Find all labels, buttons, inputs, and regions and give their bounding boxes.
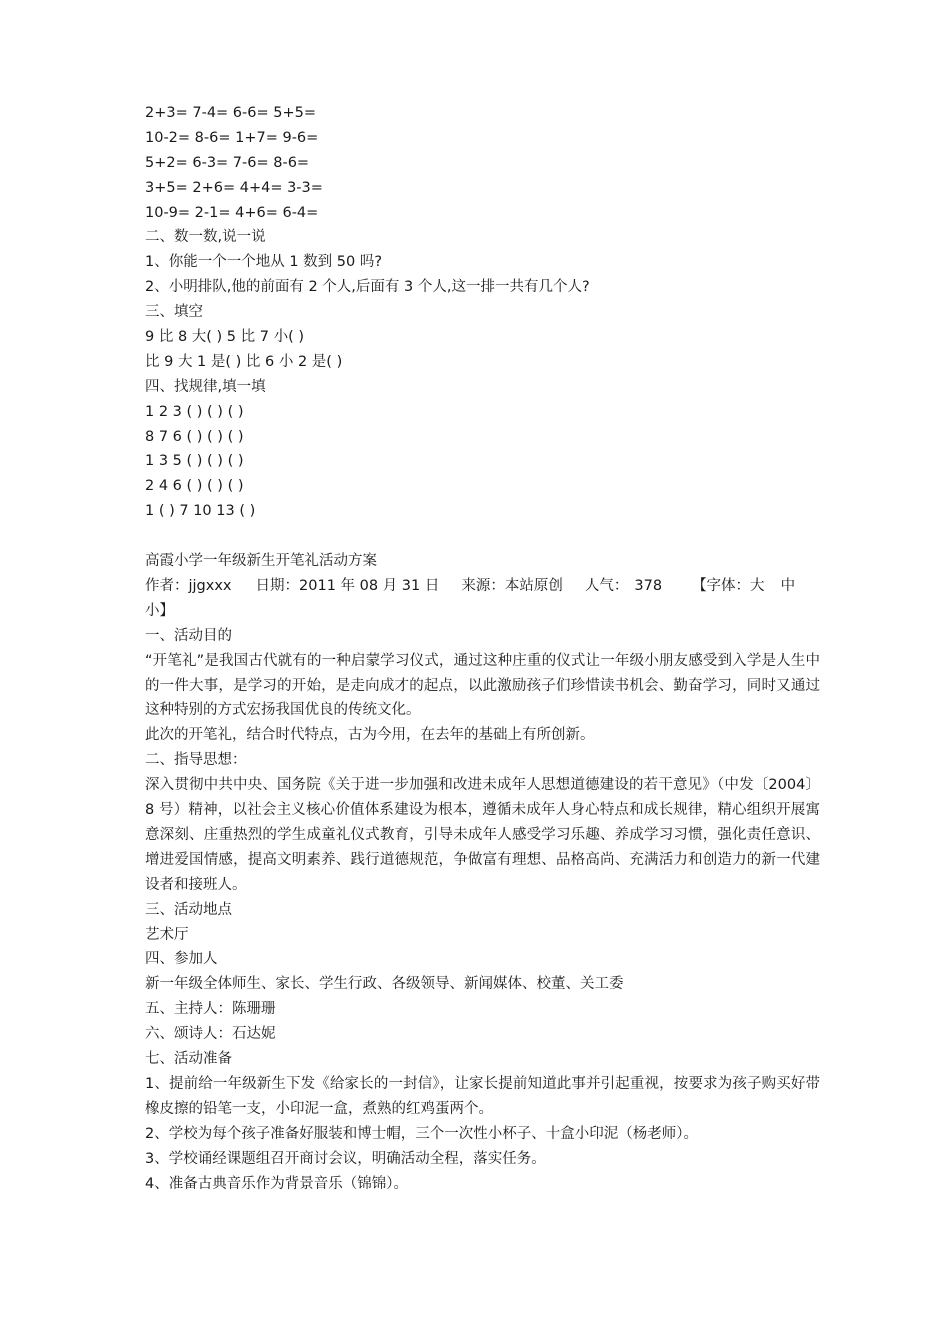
- pattern-item: 1 3 5 ( ) ( ) ( ): [145, 453, 244, 470]
- meta-author: 作者：jjgxxx: [145, 577, 232, 594]
- reciter-line: 六、颂诗人：石达妮: [145, 1026, 276, 1043]
- pattern-item: 8 7 6 ( ) ( ) ( ): [145, 428, 244, 445]
- meta-popularity-value: 378: [634, 577, 663, 594]
- section-heading-purpose: 一、活动目的: [145, 627, 232, 644]
- paragraph-guide: 深入贯彻中共中央、国务院《关于进一步加强和改进未成年人思想道德建设的若干意见》（中发〔2004〕8 号）精神，以社会主义核心价值体系建设为根本，遵循未成年人身心特点和成长规律，精心组织开展寓意深刻、庄重热烈的学生成童礼仪式教育，引导未成年人感受学习乐趣、养成学习习惯，强化责任意识、增进爱国情感，提高文明素养、践行道德规范，争做富有理想、品格高尚、充满活力和创造力的新一代建设者和接班人。: [145, 777, 820, 893]
- participants-value: 新一年级全体师生、家长、学生行政、各级领导、新闻媒体、校董、关工委: [145, 976, 624, 993]
- section-heading-place: 三、活动地点: [145, 901, 232, 918]
- arith-line: 10-9= 2-1= 4+6= 6-4=: [145, 204, 319, 221]
- prep-item: 4、准备古典音乐作为背景音乐（锦锦）。: [145, 1175, 408, 1192]
- document-body: [145, 101, 820, 1196]
- prep-item: 2、学校为每个孩子准备好服装和博士帽，三个一次性小杯子、十盒小印泥（杨老师）。: [145, 1125, 698, 1142]
- font-size-small-link[interactable]: 小】: [145, 602, 174, 619]
- meta-source: 来源：本站原创: [461, 577, 563, 594]
- meta-popularity-label: 人气：: [584, 577, 629, 594]
- arith-line: 2+3= 7-4= 6-6= 5+5=: [145, 105, 316, 121]
- section-heading-pattern: 四、找规律,填一填: [145, 378, 266, 395]
- blank-line: [145, 524, 820, 549]
- arith-line: 10-2= 8-6= 1+7= 9-6=: [145, 129, 319, 146]
- prep-item: 3、学校诵经课题组召开商讨会议，明确活动全程，落实任务。: [145, 1150, 546, 1167]
- arith-line: 3+5= 2+6= 4+4= 3-3=: [145, 179, 323, 196]
- pattern-item: 1 ( ) 7 10 13 ( ): [145, 503, 256, 520]
- font-size-large-link[interactable]: 【字体：大: [692, 577, 765, 594]
- article-meta: [145, 574, 820, 624]
- paragraph-purpose-2: 此次的开笔礼，结合时代特点，古为今用，在去年的基础上有所创新。: [145, 727, 595, 744]
- meta-date: 日期：2011 年 08 月 31 日: [255, 577, 440, 594]
- prep-item: 1、提前给一年级新生下发《给家长的一封信》，让家长提前知道此事并引起重视，按要求为孩子购买好带橡皮擦的铅笔一支，小印泥一盒，煮熟的红鸡蛋两个。: [145, 1075, 820, 1117]
- paragraph-purpose: “开笔礼”是我国古代就有的一种启蒙学习仪式，通过这种庄重的仪式让一年级小朋友感受到入学是人生中的一件大事，是学习的开始，是走向成才的起点，以此激励孩子们珍惜读书机会、勤奋学习，同时又通过这种特别的方式宏扬我国优良的传统文化。: [145, 652, 820, 719]
- question-item: 1、你能一个一个地从 1 数到 50 吗?: [145, 254, 383, 271]
- section-heading-preparation: 七、活动准备: [145, 1051, 232, 1068]
- section-heading-fill: 三、填空: [145, 304, 203, 321]
- article-title: 高霞小学一年级新生开笔礼活动方案: [145, 553, 377, 570]
- section-heading-count: 二、数一数,说一说: [145, 229, 266, 246]
- pattern-item: 2 4 6 ( ) ( ) ( ): [145, 478, 244, 495]
- section-heading-participants: 四、参加人: [145, 951, 218, 968]
- host-line: 五、主持人：陈珊珊: [145, 1001, 276, 1018]
- place-value: 艺术厅: [145, 926, 189, 943]
- arith-line: 5+2= 6-3= 7-6= 8-6=: [145, 154, 310, 171]
- question-item: 比 9 大 1 是( ) 比 6 小 2 是( ): [145, 353, 343, 370]
- section-heading-guide: 二、指导思想：: [145, 752, 247, 769]
- question-item: 2、小明排队,他的前面有 2 个人,后面有 3 个人,这一排一共有几个人?: [145, 279, 590, 296]
- question-item: 9 比 8 大( ) 5 比 7 小( ): [145, 329, 305, 346]
- pattern-item: 1 2 3 ( ) ( ) ( ): [145, 403, 244, 420]
- font-size-medium-link[interactable]: 中: [780, 577, 796, 594]
